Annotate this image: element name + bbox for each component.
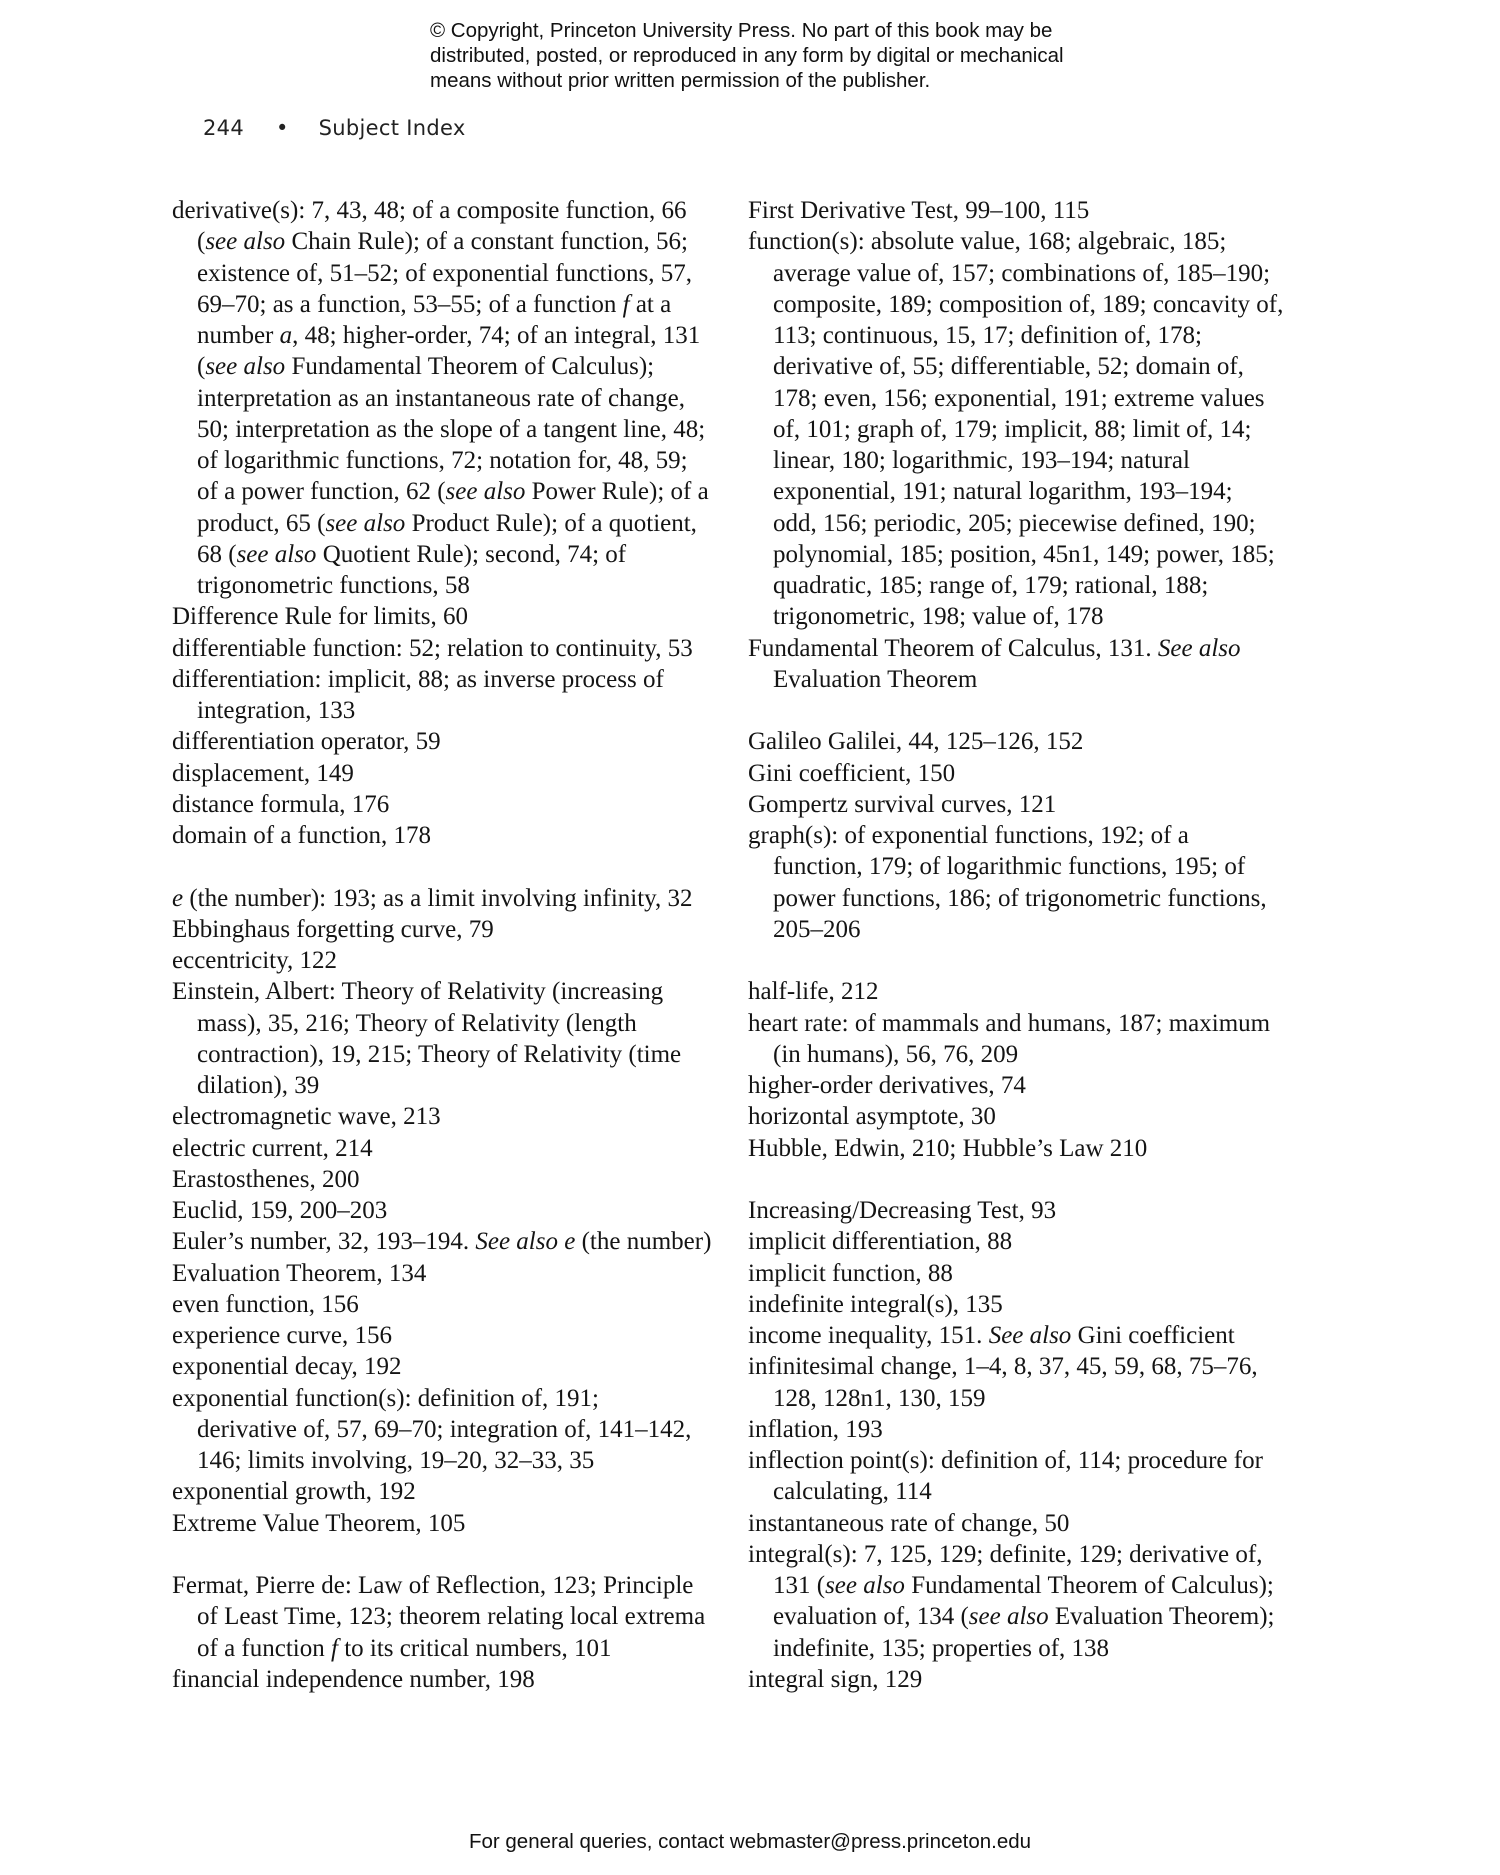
index-subline xyxy=(748,1383,1328,1414)
entry-text: horizontal asymptote, 30 xyxy=(748,1103,996,1131)
entry-text: Galileo Galilei, 44, 125–126, 152 xyxy=(748,728,1084,756)
entry-text: financial independence number, 198 xyxy=(172,1665,535,1693)
entry-text: derivative of, 57, 69–70; integration of, 141–142, xyxy=(197,1415,692,1443)
index-subline xyxy=(748,414,1328,445)
index-entry xyxy=(172,601,732,632)
index-entry xyxy=(172,1258,732,1289)
entry-text: 205–206 xyxy=(773,915,861,943)
entry-text: Quotient Rule); second, 74; of xyxy=(316,540,627,568)
entry-text: experience curve, 156 xyxy=(172,1322,393,1349)
index-entry xyxy=(748,1258,1328,1289)
entry-text: infinitesimal change, 1–4, 8, 37, 45, 59, 68, 75–76, xyxy=(748,1353,1258,1381)
italic-text: see also xyxy=(236,540,317,568)
entry-text: ( xyxy=(197,228,206,256)
entry-text: Gini coefficient xyxy=(1071,1322,1235,1349)
index-subline xyxy=(172,351,732,382)
page-number: 244 xyxy=(203,116,244,140)
copyright-line: distributed, posted, or reproduced in any form by digital or mechanical xyxy=(430,44,1064,67)
entry-text: ( xyxy=(197,353,206,381)
index-entry xyxy=(748,758,1328,789)
entry-text: (in humans), 56, 76, 209 xyxy=(773,1040,1019,1068)
entry-text: of a power function, 62 ( xyxy=(197,478,446,506)
entry-text: Evaluation Theorem, 134 xyxy=(172,1259,427,1287)
entry-text: exponential, 191; natural logarithm, 193–194; xyxy=(773,478,1233,506)
italic-text: See also xyxy=(988,1322,1072,1349)
index-subline xyxy=(172,1008,732,1039)
index-subline xyxy=(748,570,1328,601)
section-spacer xyxy=(172,851,732,882)
italic-text: f xyxy=(622,290,630,318)
entry-text: 146; limits involving, 19–20, 32–33, 35 xyxy=(197,1447,595,1474)
index-column-right xyxy=(748,195,1328,1695)
italic-text: f xyxy=(330,1634,338,1662)
index-subline xyxy=(748,445,1328,476)
index-subline xyxy=(748,383,1328,414)
entry-text: derivative of, 55; differentiable, 52; domain of, xyxy=(773,353,1244,381)
entry-text: even function, 156 xyxy=(172,1290,359,1318)
index-entry xyxy=(748,1226,1328,1257)
copyright-line: means without prior written permission of the publisher. xyxy=(430,69,931,92)
entry-text: quadratic, 185; range of, 179; rational, 188; xyxy=(773,572,1209,599)
index-subline xyxy=(172,320,732,351)
entry-text: Evaluation Theorem); xyxy=(1048,1603,1275,1631)
entry-text: function, 179; of logarithmic functions, 195; of xyxy=(773,853,1246,881)
index-entry xyxy=(748,1445,1328,1476)
entry-text: integration, 133 xyxy=(197,697,356,724)
index-entry xyxy=(172,1383,732,1414)
entry-text: trigonometric, 198; value of, 178 xyxy=(773,603,1104,631)
index-entry xyxy=(748,1289,1328,1320)
index-entry xyxy=(172,726,732,757)
entry-text: (the number) xyxy=(575,1228,712,1256)
index-entry xyxy=(748,1664,1328,1695)
entry-text: income inequality, 151. xyxy=(748,1322,989,1349)
index-subline xyxy=(748,1039,1328,1070)
entry-text: Erastosthenes, 200 xyxy=(172,1165,360,1193)
index-subline xyxy=(748,351,1328,382)
index-entry xyxy=(172,664,732,695)
entry-text: indefinite integral(s), 135 xyxy=(748,1290,1003,1318)
entry-text: inflection point(s): definition of, 114; procedure for xyxy=(748,1447,1263,1474)
italic-text: a xyxy=(279,322,293,349)
entry-text: of, 101; graph of, 179; implicit, 88; limit of, 14; xyxy=(773,415,1252,443)
entry-text: of logarithmic functions, 72; notation for, 48, 59; xyxy=(197,447,688,474)
entry-text: 178; even, 156; exponential, 191; extreme values xyxy=(773,384,1265,412)
entry-text: distance formula, 176 xyxy=(172,790,390,818)
section-title: Subject Index xyxy=(318,116,466,140)
italic-text: See also e xyxy=(475,1228,576,1256)
index-subline xyxy=(172,414,732,445)
index-subline xyxy=(172,445,732,476)
section-spacer xyxy=(748,695,1328,726)
index-entry xyxy=(172,1476,732,1507)
entry-text: mass), 35, 216; Theory of Relativity (length xyxy=(197,1009,637,1037)
index-entry xyxy=(748,1008,1328,1039)
entry-text: 50; interpretation as the slope of a tangent line, 48; xyxy=(197,415,706,443)
index-subline xyxy=(172,258,732,289)
entry-text: displacement, 149 xyxy=(172,759,354,787)
index-subline xyxy=(748,1570,1328,1601)
entry-text: of a function xyxy=(197,1634,331,1662)
index-subline xyxy=(172,539,732,570)
index-entry xyxy=(748,1539,1328,1570)
index-subline xyxy=(748,320,1328,351)
index-entry xyxy=(748,226,1328,257)
index-entry xyxy=(748,976,1328,1007)
entry-text: Product Rule); of a quotient, xyxy=(405,509,697,537)
index-subline xyxy=(748,664,1328,695)
copyright-notice xyxy=(430,18,1064,93)
copyright-line: © Copyright, Princeton University Press. No part of this book may be xyxy=(430,19,1053,42)
index-subline xyxy=(748,914,1328,945)
entry-text: composite, 189; composition of, 189; concavity of, xyxy=(773,290,1284,318)
index-subline xyxy=(172,1445,732,1476)
entry-text: 128, 128n1, 130, 159 xyxy=(773,1384,986,1412)
entry-text: higher-order derivatives, 74 xyxy=(748,1072,1026,1099)
entry-text: domain of a function, 178 xyxy=(172,822,431,849)
entry-text: Gompertz survival curves, 121 xyxy=(748,790,1057,818)
entry-text: Gini coefficient, 150 xyxy=(748,759,956,787)
index-subline xyxy=(172,1414,732,1445)
italic-text: see also xyxy=(968,1603,1049,1631)
index-subline xyxy=(172,1039,732,1070)
entry-text: eccentricity, 122 xyxy=(172,947,337,974)
entry-text: power functions, 186; of trigonometric functions, xyxy=(773,884,1267,912)
index-subline xyxy=(172,508,732,539)
entry-text: Euler’s number, 32, 193–194. xyxy=(172,1228,476,1256)
entry-text: number xyxy=(197,322,280,349)
italic-text: see also xyxy=(825,1572,905,1599)
entry-text: Fundamental Theorem of Calculus); xyxy=(285,353,655,381)
entry-text: evaluation of, 134 ( xyxy=(773,1603,969,1631)
entry-text: existence of, 51–52; of exponential functions, 57, xyxy=(197,259,693,287)
section-spacer xyxy=(748,1164,1328,1195)
italic-text: See also xyxy=(1157,634,1241,662)
footer-contact: For general queries, contact webmaster@press.princeton.edu xyxy=(468,1830,1032,1853)
entry-text: differentiation: implicit, 88; as inverse process of xyxy=(172,665,664,693)
entry-text: trigonometric functions, 58 xyxy=(197,572,470,599)
italic-text: see also xyxy=(445,478,526,506)
index-entry xyxy=(748,1351,1328,1382)
section-spacer xyxy=(748,945,1328,976)
entry-text: linear, 180; logarithmic, 193–194; natural xyxy=(773,447,1190,474)
index-entry xyxy=(172,1570,732,1601)
entry-text: graph(s): of exponential functions, 192; of a xyxy=(748,822,1189,849)
entry-text: First Derivative Test, 99–100, 115 xyxy=(748,197,1090,224)
index-subline xyxy=(748,476,1328,507)
index-entry xyxy=(172,1351,732,1382)
entry-text: Difference Rule for limits, 60 xyxy=(172,603,468,631)
index-entry xyxy=(172,758,732,789)
entry-text: interpretation as an instantaneous rate of change, xyxy=(197,384,686,412)
entry-text: implicit function, 88 xyxy=(748,1259,953,1287)
index-subline xyxy=(748,851,1328,882)
index-entry xyxy=(748,1320,1328,1351)
entry-text: Fermat, Pierre de: Law of Reflection, 123; Principle xyxy=(172,1572,694,1599)
italic-text: see also xyxy=(325,509,406,537)
index-entry xyxy=(172,976,732,1007)
index-entry xyxy=(172,1195,732,1226)
entry-text: Chain Rule); of a constant function, 56; xyxy=(285,228,688,256)
entry-text: integral(s): 7, 125, 129; definite, 129; derivative of, xyxy=(748,1540,1263,1568)
index-entry xyxy=(748,1070,1328,1101)
index-entry xyxy=(172,1664,732,1695)
entry-text: odd, 156; periodic, 205; piecewise defined, 190; xyxy=(773,509,1256,537)
entry-text: electromagnetic wave, 213 xyxy=(172,1103,441,1131)
index-entry xyxy=(748,195,1328,226)
entry-text: exponential decay, 192 xyxy=(172,1353,402,1381)
entry-text: derivative(s): 7, 43, 48; of a composite function, 66 xyxy=(172,197,687,224)
index-subline xyxy=(172,695,732,726)
entry-text: dilation), 39 xyxy=(197,1072,320,1099)
italic-text: see also xyxy=(205,353,286,381)
bullet-separator: • xyxy=(275,116,289,140)
index-subline xyxy=(172,570,732,601)
entry-text: half-life, 212 xyxy=(748,978,879,1006)
index-entry xyxy=(748,633,1328,664)
entry-text: Extreme Value Theorem, 105 xyxy=(172,1509,466,1537)
index-entry xyxy=(172,883,732,914)
italic-text: see also xyxy=(205,228,286,256)
entry-text: Fundamental Theorem of Calculus); xyxy=(904,1572,1274,1599)
index-entry xyxy=(172,820,732,851)
index-entry xyxy=(748,1195,1328,1226)
entry-text: product, 65 ( xyxy=(197,509,326,537)
index-entry xyxy=(172,945,732,976)
index-subline xyxy=(172,1633,732,1664)
index-subline xyxy=(748,289,1328,320)
entry-text: Ebbinghaus forgetting curve, 79 xyxy=(172,915,494,943)
index-entry xyxy=(748,1414,1328,1445)
entry-text: exponential function(s): definition of, 191; xyxy=(172,1384,599,1412)
entry-text: at a xyxy=(629,290,672,318)
index-entry xyxy=(172,1289,732,1320)
index-subline xyxy=(172,476,732,507)
entry-text: 69–70; as a function, 53–55; of a function xyxy=(197,290,623,318)
entry-text: instantaneous rate of change, 50 xyxy=(748,1509,1070,1537)
index-subline xyxy=(748,258,1328,289)
entry-text: average value of, 157; combinations of, 185–190; xyxy=(773,259,1271,287)
entry-text: implicit differentiation, 88 xyxy=(748,1228,1013,1256)
entry-text: Power Rule); of a xyxy=(525,478,709,506)
entry-text: (the number): 193; as a limit involving infinity, 32 xyxy=(183,884,693,912)
entry-text: Euclid, 159, 200–203 xyxy=(172,1197,388,1224)
entry-text: electric current, 214 xyxy=(172,1134,373,1162)
index-entry xyxy=(172,1101,732,1132)
entry-text: Hubble, Edwin, 210; Hubble’s Law 210 xyxy=(748,1134,1148,1162)
entry-text: differentiable function: 52; relation to continuity, 53 xyxy=(172,634,693,662)
index-entry xyxy=(748,820,1328,851)
index-subline xyxy=(172,1070,732,1101)
entry-text: calculating, 114 xyxy=(773,1478,932,1506)
entry-text: , 48; higher-order, 74; of an integral, 131 xyxy=(292,322,701,349)
entry-text: contraction), 19, 215; Theory of Relativity (time xyxy=(197,1040,682,1068)
entry-text: Fundamental Theorem of Calculus, 131. xyxy=(748,634,1158,662)
italic-text: e xyxy=(172,884,184,912)
entry-text: 68 ( xyxy=(197,540,237,568)
index-subline xyxy=(748,1601,1328,1632)
index-entry xyxy=(748,726,1328,757)
index-subline xyxy=(748,1476,1328,1507)
index-entry xyxy=(172,195,732,226)
index-subline xyxy=(172,383,732,414)
entry-text: indefinite, 135; properties of, 138 xyxy=(773,1634,1110,1662)
index-entry xyxy=(172,1164,732,1195)
entry-text: integral sign, 129 xyxy=(748,1665,923,1693)
index-entry xyxy=(748,1508,1328,1539)
index-entry xyxy=(172,789,732,820)
entry-text: 113; continuous, 15, 17; definition of, 178; xyxy=(773,322,1202,349)
entry-text: Increasing/Decreasing Test, 93 xyxy=(748,1197,1057,1224)
index-entry xyxy=(172,914,732,945)
index-subline xyxy=(748,508,1328,539)
entry-text: 131 ( xyxy=(773,1572,826,1599)
entry-text: function(s): absolute value, 168; algebraic, 185; xyxy=(748,228,1227,256)
entry-text: to its critical numbers, 101 xyxy=(337,1634,612,1662)
entry-text: of Least Time, 123; theorem relating local extrema xyxy=(197,1603,706,1631)
index-subline xyxy=(748,883,1328,914)
index-subline xyxy=(748,539,1328,570)
entry-text: Evaluation Theorem xyxy=(773,665,978,693)
index-subline xyxy=(172,226,732,257)
index-entry xyxy=(172,633,732,664)
index-entry xyxy=(748,789,1328,820)
index-column-left xyxy=(172,195,732,1695)
index-entry xyxy=(748,1101,1328,1132)
index-subline xyxy=(748,1633,1328,1664)
index-entry xyxy=(172,1133,732,1164)
section-spacer xyxy=(172,1539,732,1570)
index-entry xyxy=(172,1226,732,1257)
index-subline xyxy=(172,289,732,320)
index-entry xyxy=(172,1320,732,1351)
entry-text: exponential growth, 192 xyxy=(172,1478,416,1506)
entry-text: polynomial, 185; position, 45n1, 149; power, 185; xyxy=(773,540,1275,568)
index-entry xyxy=(172,1508,732,1539)
running-head xyxy=(203,116,466,140)
entry-text: inflation, 193 xyxy=(748,1415,883,1443)
entry-text: heart rate: of mammals and humans, 187; maximum xyxy=(748,1009,1271,1037)
index-subline xyxy=(748,601,1328,632)
index-subline xyxy=(172,1601,732,1632)
index-entry xyxy=(748,1133,1328,1164)
entry-text: differentiation operator, 59 xyxy=(172,728,441,756)
entry-text: Einstein, Albert: Theory of Relativity (increasing xyxy=(172,978,664,1006)
